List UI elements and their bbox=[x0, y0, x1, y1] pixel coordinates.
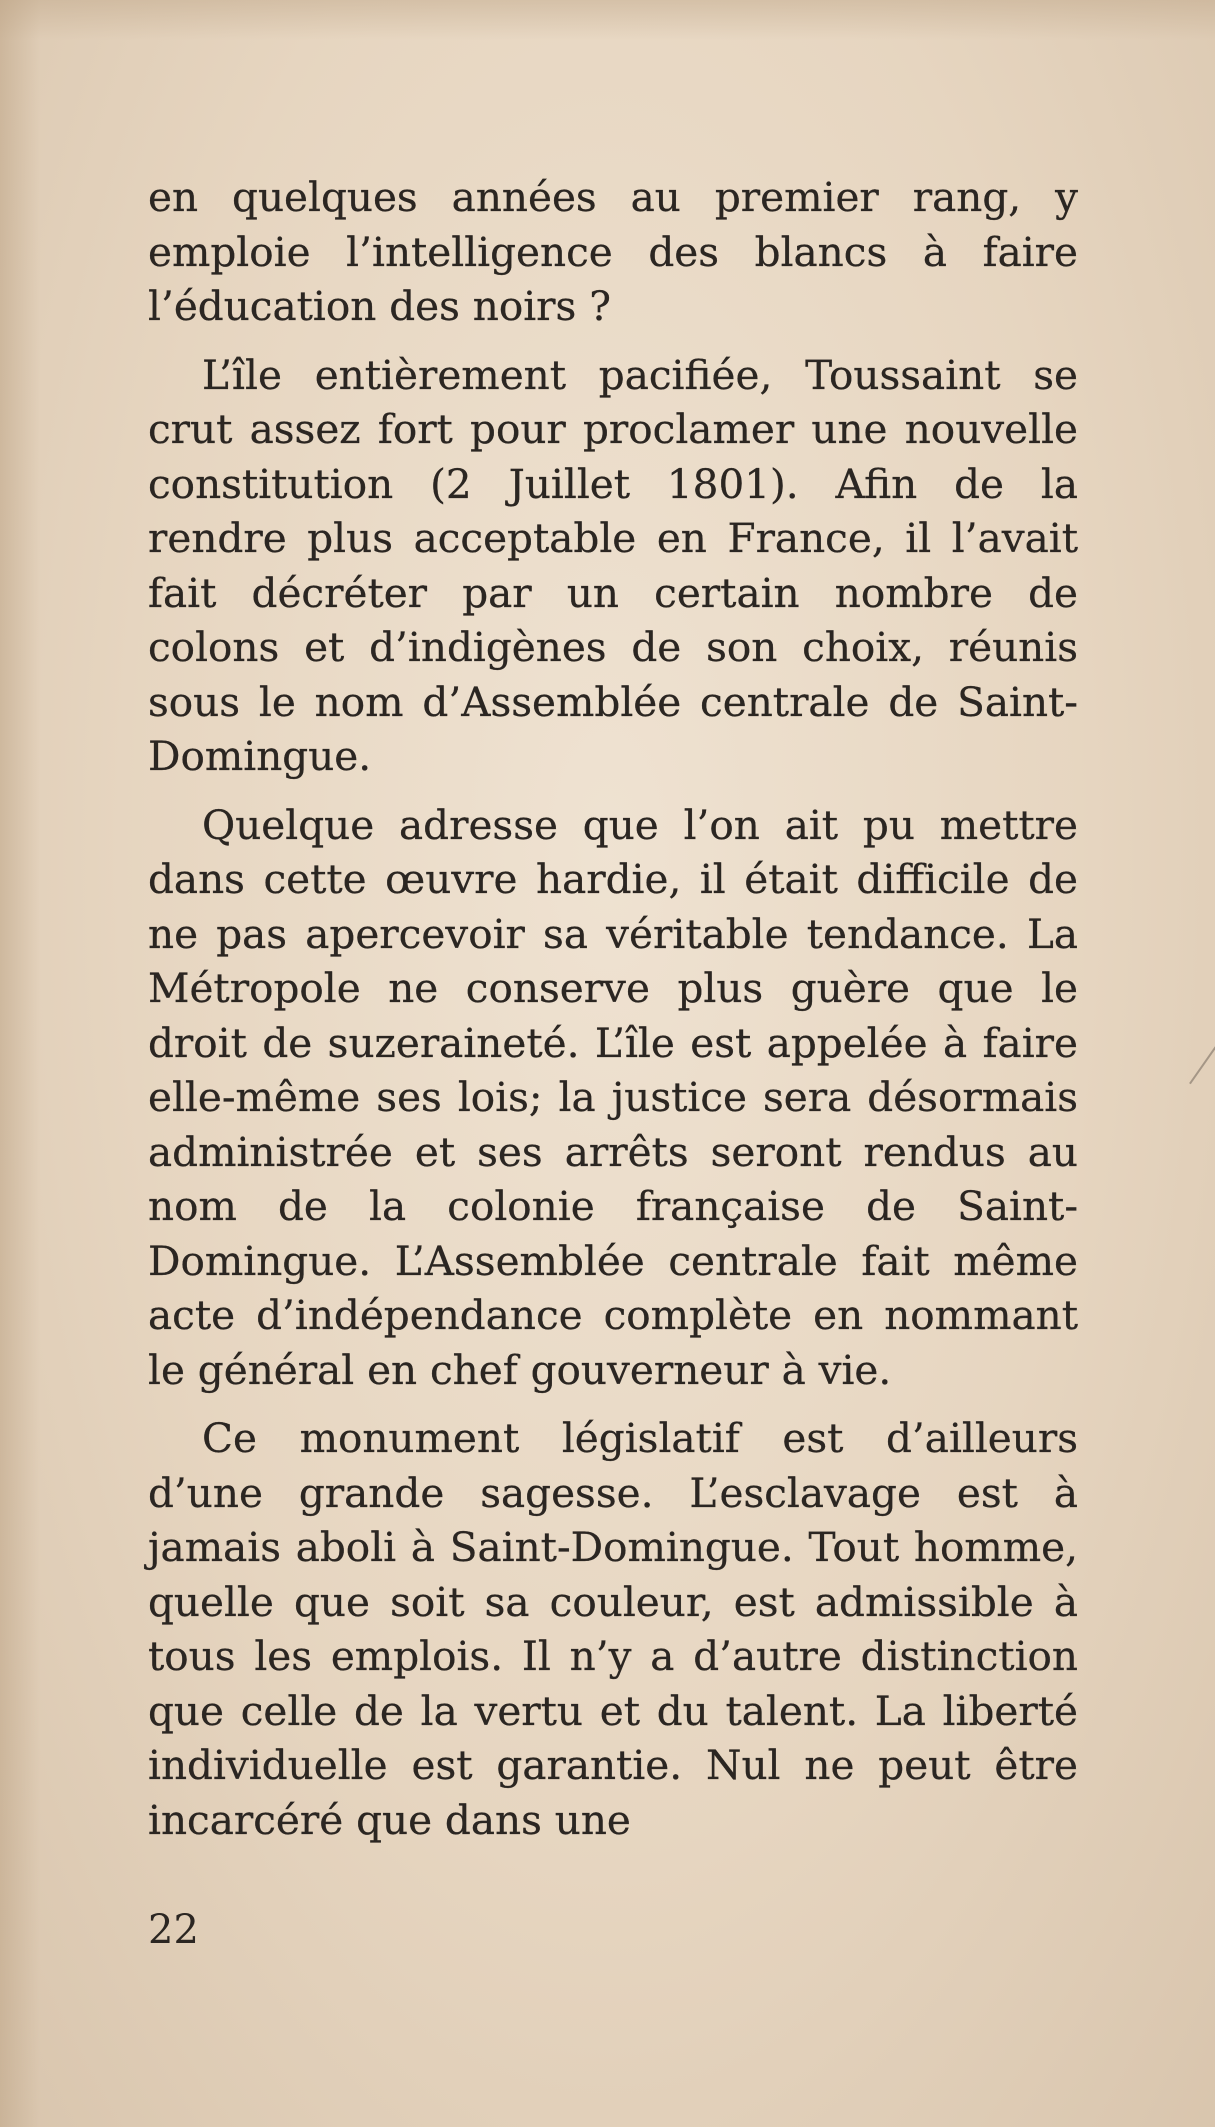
body-text bbox=[148, 170, 1078, 1847]
page-number: 22 bbox=[148, 1907, 199, 1953]
paragraph-constitution: L’île entièrement pacifiée, Toussaint se crut assez fort pour proclamer une nouvelle constitution (2 Juillet 1801). Afin de la rendre plus acceptable en France, il l’avait fait décréter par un certain nombre de colons et d’indigènes de son choix, réunis sous le nom d’Assemblée centrale de Saint-Domingue. bbox=[148, 350, 1078, 780]
paragraph-legislative-monument: Ce monument législatif est d’ailleurs d’une grande sagesse. L’esclavage est à jamais aboli à Saint-Domingue. Tout homme, quelle que soit sa couleur, est admissible à tous les emplois. Il n’y a d’autre distinction que celle de la vertu et du talent. La liberté individuelle est garantie. Nul ne peut être incarcéré que dans une bbox=[148, 1414, 1078, 1844]
paragraph-continuation: en quelques années au premier rang, y emploie l’intelligence des blancs à faire l’éducation des noirs ? bbox=[148, 173, 1078, 330]
page-edge-shadow-top bbox=[0, 0, 1215, 40]
page-edge-shadow-left bbox=[0, 0, 40, 2127]
paragraph-tendency: Quelque adresse que l’on ait pu mettre dans cette œuvre hardie, il était difficile de ne pas apercevoir sa véritable tendance. La Métropole ne conserve plus guère que le droit de suzeraineté. L’île est appelée à faire elle-même ses lois; la justice sera désormais administrée et ses arrêts seront rendus au nom de la colonie française de Saint-Domingue. L’Assemblée centrale fait même acte d’indépendance complète en nommant le général en chef gouverneur à vie. bbox=[148, 800, 1078, 1394]
paper-mark bbox=[1189, 1026, 1215, 1084]
